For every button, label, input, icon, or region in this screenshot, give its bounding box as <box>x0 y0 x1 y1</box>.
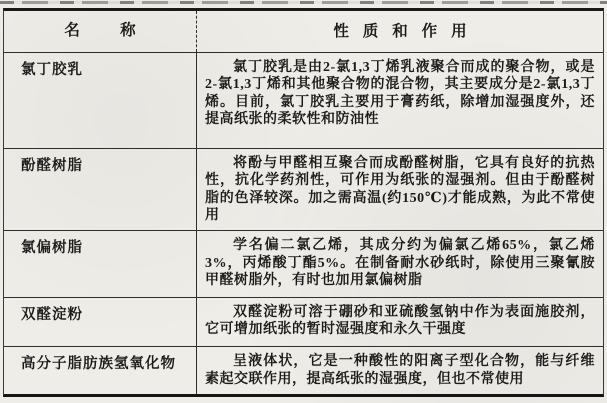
header-properties-column: 性质和作用 <box>333 22 481 40</box>
row-name-polymeric-aliphatic-hydroxide: 高分子脂肪族氢氧化物 <box>4 347 197 394</box>
row-description-cell <box>197 149 603 230</box>
row-name-vinylidene-chloride-resin: 氯偏树脂 <box>4 231 197 296</box>
row-description-cell <box>197 347 603 394</box>
row-name-chloroprene-latex: 氯丁胶乳 <box>4 53 197 148</box>
table-row <box>4 347 603 394</box>
row-description-text: 双醛淀粉可溶于硼砂和亚硫酸氢钠中作为表面施胶剂，它可增加纸张的暂时湿强度和永久干强度 <box>205 304 595 338</box>
scan-artifact-line <box>0 1 607 4</box>
table-row <box>4 53 603 149</box>
row-description-text: 呈液体状，它是一种酸性的阳离子型化合物，能与纤维素起交联作用，提高纸张的湿强度，但也不常使用 <box>205 354 595 387</box>
row-name-phenolic-resin: 酚醛树脂 <box>4 149 197 230</box>
row-description-cell <box>197 231 603 296</box>
row-description-text: 氯丁胶乳是由2-氯1,3丁烯乳液聚合而成的聚合物，或是2-氯1,3丁烯和其他聚合物的混合物，其主要成分是2-氯1,3丁烯。目前，氯丁胶乳主要用于膏药纸，除增加湿强度外，还提高纸张的柔软性和防油性 <box>205 59 595 128</box>
row-description-cell <box>197 298 603 347</box>
table-row <box>4 231 603 297</box>
header-name-column: 名称 <box>4 11 197 52</box>
table-header-row <box>4 11 603 53</box>
row-description-cell <box>197 53 603 148</box>
chemicals-properties-table <box>3 8 604 397</box>
row-name-dialdehyde-starch: 双醛淀粉 <box>4 298 197 347</box>
row-description-text: 将酚与甲醛相互聚合而成酚醛树脂，它具有良好的抗热性，抗化学药剂性，可作用为纸张的湿强剂。但由于酚醛树脂的色泽较深。加之需高温(约150℃)才能成熟，为此不常使用 <box>205 155 595 224</box>
table-row <box>4 298 603 348</box>
row-description-text: 学名偏二氯乙烯，其成分约为偏氯乙烯65%，氯乙烯3%，丙烯酸丁酯5%。在制备耐水砂纸时，除使用三聚氰胺甲醛树脂外，有时也加用氯偏树脂 <box>205 238 595 289</box>
table-row <box>4 149 603 231</box>
